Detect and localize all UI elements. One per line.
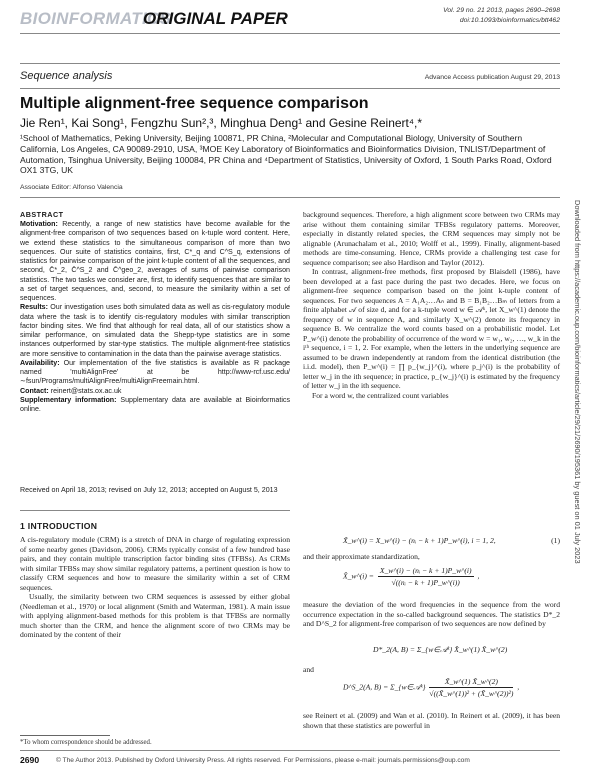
supplementary-text: Supplementary data are available at Bioinformatics online. bbox=[20, 395, 290, 413]
equation-4-lhs: D^S_2(A, B) = Σ_{w∈𝒜ᵏ} bbox=[343, 682, 426, 692]
right-paragraph-7-wrap bbox=[303, 711, 560, 730]
equation-4-fraction bbox=[429, 677, 513, 698]
right-paragraph-7: see Reinert et al. (2009) and Wan et al. (2010). In Reinert et al. (2009), it has been shown that these statistics are powerful in bbox=[303, 711, 560, 730]
results-label: Results: bbox=[20, 303, 48, 312]
section-rule-top bbox=[20, 63, 560, 64]
advance-access: Advance Access publication August 29, 2013 bbox=[424, 74, 560, 81]
right-paragraph-4-wrap bbox=[303, 552, 560, 562]
right-paragraph-5-wrap bbox=[303, 600, 560, 629]
abstract-heading: ABSTRACT bbox=[20, 210, 64, 219]
equation-2-lhs: X̂_w^(i) = bbox=[343, 571, 374, 581]
equation-2-denominator: √((nᵢ − k + 1)P_w^(i)) bbox=[391, 578, 460, 587]
abstract-body bbox=[20, 220, 290, 414]
footnote-rule bbox=[20, 735, 110, 736]
paper-type: ORIGINAL PAPER bbox=[143, 9, 288, 28]
right-paragraph-2: In contrast, alignment-free methods, first proposed by Blaisdell (1986), have been developed at a fast pace during the past two decades. Here, we focus on alignment-free sequence comparison based on the joint k-tuple content of sequences. For two sequences A = A₁A₂…Aₙ and B = B₁B₂…Bₘ of letters from a finite alphabet 𝒜 of size d, and for a k-tuple word w ∈ 𝒜ᵏ, let X_w^(1) denote the frequency of w in sequence A, and similarly X_w^(2) denote its frequency in sequence B. We centralize the word counts based on a probabilistic model. Let P_w^(i) denote the probability of occurrence of the word w = w₁, w₂, …, w_k in the iᵗʰ sequence, i = 1, 2. For example, when the letters in the underlying sequence are assumed to be drawn independently at random from the identical distribution (the i.i.d. model), then P_w^(i) = ∏ p_{w_j}^(i), where p_j^(i) is the probability of letter w_j in the ith sequence; in practice, p_{w_j}^(i) is estimated by the frequency of letter w_j in the ith sequence. bbox=[303, 267, 560, 390]
right-paragraph-1: background sequences. Therefore, a high alignment score between two CRMs may arise without them containing similar TFBSs regulatory patterns. Moreover, especially in distantly related species, the CRM sequences may simply not be alignable (Arunachalam et al., 2010; Wolff et al., 1999). Finally, alignment-based methods are time-consuming. Hence, CRMs provide a challenging test case for sequence comparison; see also Hardison and Taylor (2012). bbox=[303, 210, 560, 267]
equation-3-body: D*_2(A, B) = Σ_{w∈𝒜ᵏ} X̂_w^(1) X̂_w^(2) bbox=[373, 645, 508, 654]
contact-label: Contact: bbox=[20, 386, 49, 395]
motivation-label: Motivation: bbox=[20, 220, 58, 228]
equation-1-body: X̃_w^(i) = X_w^(i) − (nᵢ − k + 1)P_w^(i), i = 1, 2, bbox=[343, 536, 496, 545]
equation-4-tail: , bbox=[517, 682, 520, 692]
equation-2-tail: , bbox=[477, 571, 480, 581]
motivation-text: Recently, a range of new statistics have become available for the alignment-free comparison of two sequences based on k-tuple word content. Here, we extend these statistics to the simultaneous comparison of more than two sequences. Our suite of statistics contains, first, C*_q and C^S_q, extensions of statistics for pairwise comparison of the joint k-tuple content of all the sequences, and second, C̄*_2, C̄^S_2 and C̄^geo_2, averages of sums of pairwise comparison statistics. The two tasks we consider are, first, to identify sequences that are similar to a set of target sequences, and, second, to measure the similarity within a set of sequences. bbox=[20, 220, 290, 302]
right-paragraph-5: measure the deviation of the word frequencies in the sequence from the word occurrence expectation in the so-called background sequences. The statistics D*_2 and D^S_2 for alignment-free comparison of two sequences are now defined by bbox=[303, 600, 560, 628]
results-text: Our investigation uses both simulated data as well as cis-regulatory module data where the task is to identify cis-regulatory modules with similar transcription factor binding sites. We find that although for real data, all of our statistics show a similar performance, on simulated data the Shepp-type statistics are in some instances outperformed by star-type statistics. The multiple alignment-free statistics are more sensitive to contamination in the data than the pairwise average statistics. bbox=[20, 303, 290, 358]
associate-editor: Associate Editor: Alfonso Valencia bbox=[20, 184, 123, 191]
article-authors: Jie Ren¹, Kai Song¹, Fengzhu Sun²,³, Minghua Deng¹ and Gesine Reinert⁴,* bbox=[20, 116, 423, 130]
equation-1 bbox=[303, 536, 560, 548]
introduction-body bbox=[20, 535, 290, 640]
received-rule bbox=[20, 510, 290, 511]
equation-2 bbox=[303, 566, 560, 592]
intro-paragraph-2: Usually, the similarity between two CRM sequences is assessed by either global (Needleman et al., 1970) or local alignment (Smith and Waterman, 1981). A main issue with applying alignment-based methods for this problem is that TFBSs are normally much shorter than the CRM, and hence the alignment score of two CRMs may be dominated by the content of their bbox=[20, 592, 290, 639]
received-dates: Received on April 18, 2013; revised on July 12, 2013; accepted on August 5, 2013 bbox=[20, 486, 278, 494]
page-number: 2690 bbox=[20, 755, 40, 765]
right-paragraph-6-wrap bbox=[303, 665, 560, 675]
right-column-text-top bbox=[303, 210, 560, 400]
equation-4-denominator: √((X̃_w^(1))² + (X̃_w^(2))²) bbox=[429, 689, 514, 698]
equation-4 bbox=[303, 677, 560, 703]
correspondence-footnote: *To whom correspondence should be addressed. bbox=[20, 739, 152, 746]
volume-line: Vol. 29 no. 21 2013, pages 2690–2698 bbox=[443, 7, 560, 14]
availability-label: Availability: bbox=[20, 358, 60, 367]
equation-1-number: (1) bbox=[551, 536, 560, 545]
article-title: Multiple alignment-free sequence comparison bbox=[20, 95, 369, 112]
journal-name: BIOINFORMATICS bbox=[20, 9, 172, 28]
right-paragraph-4: and their approximate standardization, bbox=[303, 552, 420, 561]
equation-3 bbox=[303, 645, 560, 659]
availability-text[interactable]: Our implementation of the five statistics is available as R package named 'multiAlignFree' at be http://www-rcf.usc.edu/∼fsun/Programs/multiAlignFree/multiAlignFreemain.html. bbox=[20, 358, 290, 386]
intro-paragraph-1: A cis-regulatory module (CRM) is a stretch of DNA in charge of regulating expression of some nearby genes (Davidson, 2006). CRMs typically consist of a few hundred base pairs, and they contain multiple transcription factor binding sites (TFBSs). As CRMs with similar TFBSs may show similar regulatory patterns, a pertinent question is how to classify CRM sequences and how to measure the similarity within a set of CRM sequences. bbox=[20, 535, 290, 592]
introduction-heading: 1 INTRODUCTION bbox=[20, 521, 98, 531]
supplementary-label: Supplementary information: bbox=[20, 395, 117, 404]
section-label: Sequence analysis bbox=[20, 70, 113, 82]
section-rule-bottom bbox=[20, 88, 560, 89]
equation-2-numerator: X_w^(i) − (nᵢ − k + 1)P_w^(i) bbox=[379, 566, 472, 575]
equation-2-fraction bbox=[378, 566, 474, 587]
footer-rule bbox=[20, 750, 560, 751]
article-affiliations: ¹School of Mathematics, Peking University, Beijing 100871, PR China, ²Molecular and Computational Biology, University of Southern California, Los Angeles, CA 90089-2910, USA, ³MOE Key Laboratory of Bioinformatics and Bioinformatics Division, TNLIST/Department of Automation, Tsinghua University, Beijing 100084, PR China and ⁴Department of Statistics, University of Oxford, 1 South Parks Road, Oxford OX1 3TG, UK bbox=[20, 133, 552, 176]
abstract-rule bbox=[20, 197, 560, 198]
copyright-notice: © The Author 2013. Published by Oxford University Press. All rights reserved. For Permissions, please e-mail: journals.permissions@oup.com bbox=[56, 757, 470, 764]
volume-info bbox=[443, 6, 560, 26]
header-rule bbox=[20, 33, 560, 34]
doi[interactable]: doi:10.1093/bioinformatics/btt462 bbox=[459, 17, 560, 24]
download-sidebar[interactable]: Downloaded from https://academic.oup.com/bioinformatics/article/29/21/2690/195361 by guest on 01 July 2023 bbox=[573, 200, 582, 564]
right-paragraph-3: For a word w, the centralized count variables bbox=[312, 390, 449, 400]
right-paragraph-6: and bbox=[303, 665, 314, 674]
contact-email[interactable]: reinert@stats.ox.ac.uk bbox=[50, 386, 122, 395]
equation-4-numerator: X̃_w^(1) X̃_w^(2) bbox=[429, 677, 513, 688]
